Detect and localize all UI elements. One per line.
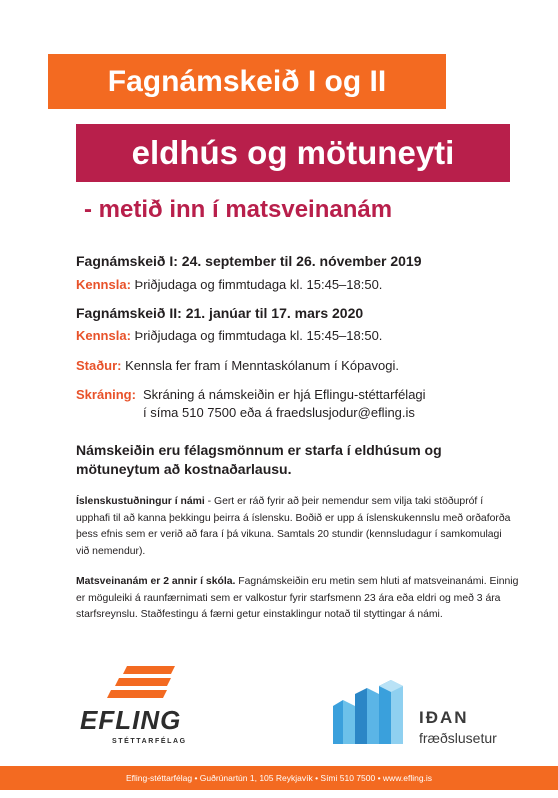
course-2-title: Fagnámskeið II: 21. janúar til 17. mars 2020 — [76, 305, 364, 321]
idan-logo-text: IÐAN — [419, 708, 469, 727]
course-1-title: Fagnámskeið I: 24. september til 26. nóvember 2019 — [76, 253, 422, 269]
tagline: - metið inn í matsveinanám — [84, 196, 393, 223]
course-2-schedule — [76, 328, 382, 343]
registration-text-1: Skráning á námskeiðin er hjá Eflingu-stéttarfélagi — [143, 387, 426, 402]
location-label: Staður: — [76, 358, 122, 373]
location-line — [76, 358, 399, 373]
icelandic-support-paragraph — [76, 494, 516, 560]
efling-logo-subtext: STÉTTARFÉLAG — [112, 738, 187, 745]
chef-training-heading: Matsveinanám er 2 annir í skóla. — [76, 576, 236, 587]
free-notice: Námskeiðin eru félagsmönnum er starfa í eldhúsum og mötuneytum að kostnaðarlausu. — [76, 442, 442, 477]
efling-logo-text: EFLING — [80, 705, 182, 735]
registration-text-2: í síma 510 7500 eða á fraedslusjodur@efling.is — [143, 405, 415, 420]
idan-logo-subtext: fræðslusetur — [419, 730, 497, 746]
idan-cube-logo-icon — [333, 680, 413, 744]
title-banner: Fagnámskeið I og II — [48, 54, 446, 109]
schedule-label: Kennsla: — [76, 277, 131, 292]
registration-line — [76, 387, 136, 402]
course-1-schedule — [76, 277, 382, 292]
footer-bar: Efling-stéttarfélag • Guðrúnartún 1, 105 Reykjavík • Sími 510 7500 • www.efling.is — [0, 766, 558, 790]
location-text: Kennsla fer fram í Menntaskólanum í Kópavogi. — [125, 358, 399, 373]
chef-training-text: Fagnámskeiðin eru metin sem hluti af matsveinanámi. Einnig er möguleiki á raunfærnimati sem er valkostur fyrir starfsmenn 23 ára eða eldri og með 3 ára starfsreynslu. Staðfestingu á færni getur einstaklingur notað til styttingar á námi. — [76, 576, 519, 620]
subtitle-banner: eldhús og mötuneyti — [76, 124, 510, 182]
chef-training-paragraph — [76, 574, 524, 624]
registration-label: Skráning: — [76, 387, 136, 402]
icelandic-support-heading: Íslenskustuðningur í námi — [76, 496, 205, 507]
schedule-text: Þriðjudaga og fimmtudaga kl. 15:45–18:50. — [134, 328, 383, 343]
schedule-text: Þriðjudaga og fimmtudaga kl. 15:45–18:50. — [134, 277, 383, 292]
efling-logo-icon — [75, 664, 185, 708]
schedule-label: Kennsla: — [76, 328, 131, 343]
icelandic-support-text: - Gert er ráð fyrir að þeir nemendur sem vilja taki stöðupróf í upphafi til að kanna þekkingu þeirra á íslensku. Boðið er upp á íslenskukennslu með orðaforða þess efnis sem er verið að fara í þá vikuna. Samtals 20 stundir (kennsludagur í samkomulagi við nemendur). — [76, 496, 511, 557]
